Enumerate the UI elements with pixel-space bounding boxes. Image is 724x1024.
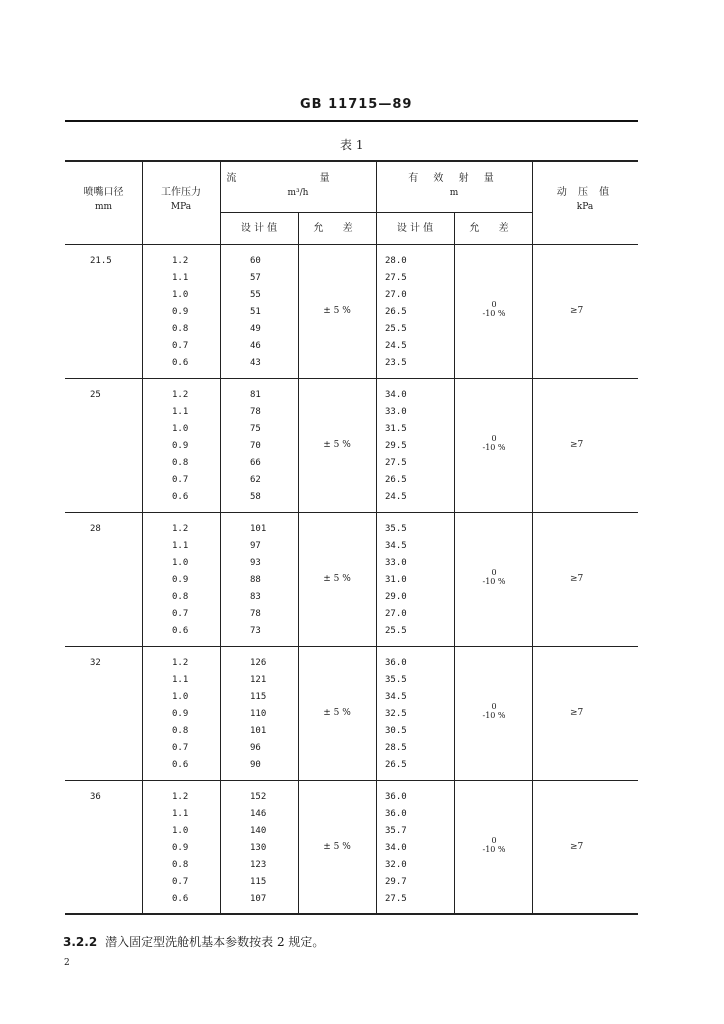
header-dynamic-pressure: 动 压 值 kPa (556, 187, 614, 212)
header-range: 有 效 射 量 m (408, 173, 500, 198)
group-rule-4 (65, 780, 638, 781)
cell-diameter: 28 (90, 524, 101, 534)
header-range-tolerance: 允 差 (469, 223, 517, 234)
col-divider-2 (220, 160, 221, 915)
page-number: 2 (64, 958, 70, 968)
header-bottom-rule (65, 244, 638, 245)
header-diameter: 喷嘴口径 mm (83, 187, 124, 212)
cell-range-tolerance: 0 -10 % (482, 836, 506, 854)
parameter-table (65, 160, 638, 915)
group-rule-2 (65, 512, 638, 513)
cell-diameter: 32 (90, 658, 101, 668)
cell-range-list: 35.5 34.5 33.0 31.0 29.0 27.0 25.5 (385, 524, 407, 636)
standard-code: GB 11715—89 (300, 97, 413, 112)
clause-3-2-2 (63, 933, 324, 950)
cell-pressure-list: 1.2 1.1 1.0 0.9 0.8 0.7 0.6 (172, 658, 189, 770)
cell-pressure-list: 1.2 1.1 1.0 0.9 0.8 0.7 0.6 (172, 256, 189, 368)
group-rule-1 (65, 378, 638, 379)
cell-range-tolerance: 0 -10 % (482, 568, 506, 586)
cell-flow-list: 152 146 140 130 123 115 107 (250, 792, 267, 904)
cell-diameter: 21.5 (90, 256, 112, 266)
header-rule (65, 120, 638, 122)
cell-dynamic-pressure: ≥7 (570, 708, 584, 718)
cell-pressure-list: 1.2 1.1 1.0 0.9 0.8 0.7 0.6 (172, 792, 189, 904)
cell-range-list: 28.0 27.5 27.0 26.5 25.5 24.5 23.5 (385, 256, 407, 368)
cell-range-tolerance: 0 -10 % (482, 434, 506, 452)
cell-range-list: 36.0 35.5 34.5 32.5 30.5 28.5 26.5 (385, 658, 407, 770)
cell-flow-list: 126 121 115 110 101 96 90 (250, 658, 267, 770)
cell-flow-list: 60 57 55 51 49 46 43 (250, 256, 261, 368)
clause-text: 潜入固定型洗舱机基本参数按表 2 规定。 (105, 935, 325, 949)
cell-range-list: 36.0 36.0 35.7 34.0 32.0 29.7 27.5 (385, 792, 407, 904)
col-divider-1 (142, 160, 143, 915)
cell-flow-tolerance: ± 5 % (323, 842, 351, 852)
cell-flow-list: 81 78 75 70 66 62 58 (250, 390, 261, 502)
clause-number: 3.2.2 (63, 935, 98, 949)
header-flow-design: 设 计 值 (240, 223, 278, 234)
cell-flow-list: 101 97 93 88 83 78 73 (250, 524, 267, 636)
cell-range-list: 34.0 33.0 31.5 29.5 27.5 26.5 24.5 (385, 390, 407, 502)
cell-dynamic-pressure: ≥7 (570, 842, 584, 852)
table-bottom-rule (65, 913, 638, 915)
cell-pressure-list: 1.2 1.1 1.0 0.9 0.8 0.7 0.6 (172, 390, 189, 502)
cell-range-tolerance: 0 -10 % (482, 300, 506, 318)
cell-pressure-list: 1.2 1.1 1.0 0.9 0.8 0.7 0.6 (172, 524, 189, 636)
col-divider-3 (298, 212, 299, 915)
header-flow-tolerance: 允 差 (313, 223, 361, 234)
col-divider-4 (376, 160, 377, 915)
cell-flow-tolerance: ± 5 % (323, 708, 351, 718)
cell-diameter: 36 (90, 792, 101, 802)
group-rule-3 (65, 646, 638, 647)
table-top-rule (65, 160, 638, 162)
cell-range-tolerance: 0 -10 % (482, 702, 506, 720)
header-range-design: 设 计 值 (396, 223, 434, 234)
cell-flow-tolerance: ± 5 % (323, 306, 351, 316)
header-pressure: 工作压力 MPa (161, 187, 201, 212)
cell-dynamic-pressure: ≥7 (570, 440, 584, 450)
cell-diameter: 25 (90, 390, 101, 400)
cell-flow-tolerance: ± 5 % (323, 440, 351, 450)
col-divider-6 (532, 160, 533, 915)
cell-dynamic-pressure: ≥7 (570, 306, 584, 316)
table-caption: 表 1 (340, 138, 364, 152)
cell-flow-tolerance: ± 5 % (323, 574, 351, 584)
cell-dynamic-pressure: ≥7 (570, 574, 584, 584)
header-flow: 流 量 m³/h (226, 173, 370, 198)
